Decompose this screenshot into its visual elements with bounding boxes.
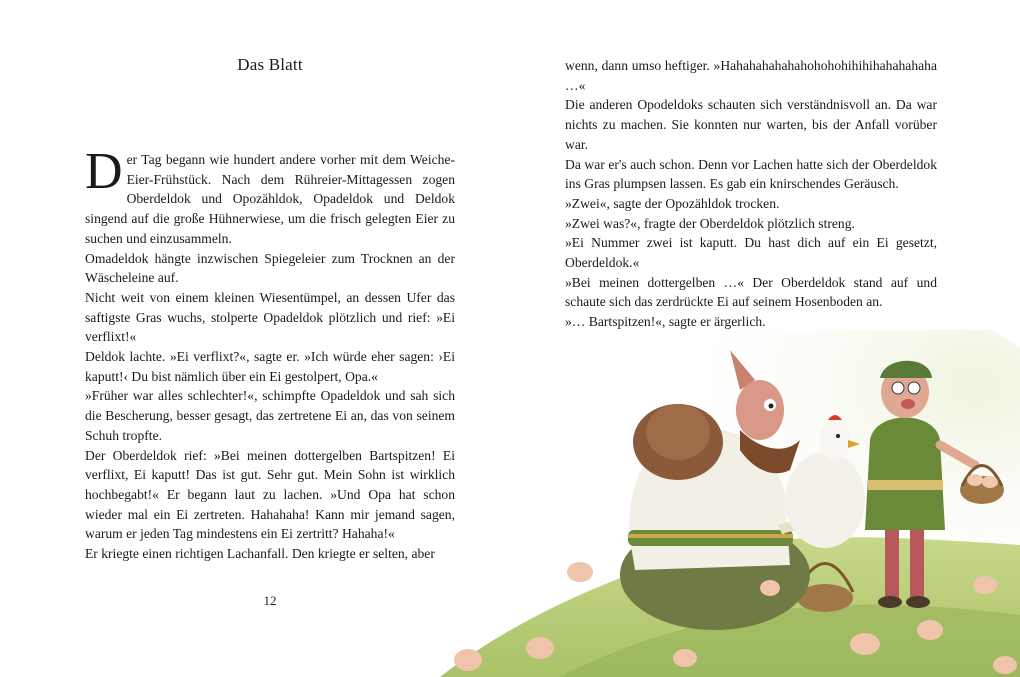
- illustration: [440, 330, 1020, 677]
- paragraph: »Zwei was?«, fragte der Oberdeldok plötzlich streng.: [565, 215, 855, 231]
- paragraph-text: er Tag begann wie hundert andere vorher mit dem Weiche-Eier-Frühstück. Nach dem Rühreier-Mittagessen zogen Oberdeldok und Opozähldok, Opadeldok und Deldok singend auf die große Hühnerwiese, um die frisch gelegten Eier zu suchen und einzusammeln.: [85, 152, 455, 246]
- page-number: 12: [263, 593, 277, 608]
- chapter-title: Das Blatt: [237, 55, 303, 74]
- paragraph: »Ei Nummer zwei ist kaputt. Du hast dich auf ein Ei gesetzt, Oberdeldok.«: [565, 235, 937, 271]
- paragraph: »Früher war alles schlechter!«, schimpfte Opadeldok und sah sich die Bescherung, besser gesagt, das zertretene Ei an, das von seinem Schuh tropfte.: [85, 388, 455, 443]
- paragraph: wenn, dann umso heftiger. »Hahahahahahahohohohihihihahahahaha …«: [565, 58, 937, 93]
- paragraph: »Bei meinen dottergelben …« Der Oberdeldok stand auf und schaute sich das zerdrückte Ei auf seinem Hosenboden an.: [565, 274, 937, 310]
- paragraph: Die anderen Opodeldoks schauten sich verständnisvoll an. Da war nichts zu machen. Sie konnten nur warten, bis der Anfall vorüber war.: [565, 97, 937, 152]
- paragraph: Der Oberdeldok rief: »Bei meinen dottergelben Bartspitzen! Ei verflixt, Ei kaputt! Das ist gut. Sehr gut. Mein Sohn ist wirklich hochbegabt!« Er begann laut zu lachen. »Und Opa hat schon wieder mal ein Ei zertreten. Hahahaha! Kann mir jemand sagen, warum er jeden Tag mindestens ein Ei zertritt? Hahaha!«: [85, 447, 455, 542]
- paragraph: Er kriegte einen richtigen Lachanfall. Den kriegte er selten, aber: [85, 546, 435, 562]
- paragraph: »… Bartspitzen!«, sagte er ärgerlich.: [565, 314, 766, 330]
- paragraph: Omadeldok hängte inzwischen Spiegeleier zum Trocknen an der Wäscheleine auf.: [85, 250, 455, 286]
- left-page-text: [85, 143, 455, 564]
- right-page-text: [565, 56, 937, 332]
- paragraph: Da war er's auch schon. Denn vor Lachen hatte sich der Oberdeldok ins Gras plumpsen lassen. Es gab ein knirschendes Geräusch.: [565, 156, 937, 192]
- paragraph: Deldok lachte. »Ei verflixt?«, sagte er. »Ich würde eher sagen: ›Ei kaputt!‹ Du bist nämlich über ein Ei gestolpert, Opa.«: [85, 349, 455, 384]
- paragraph: »Zwei«, sagte der Opozähldok trocken.: [565, 195, 780, 211]
- paragraph: [85, 143, 455, 249]
- paragraph: Nicht weit von einem kleinen Wiesentümpel, an dessen Ufer das saftigste Gras wuchs, stolperte Opadeldok plötzlich und rief: »Ei verflixt!«: [85, 289, 455, 345]
- drop-cap: D: [85, 143, 123, 200]
